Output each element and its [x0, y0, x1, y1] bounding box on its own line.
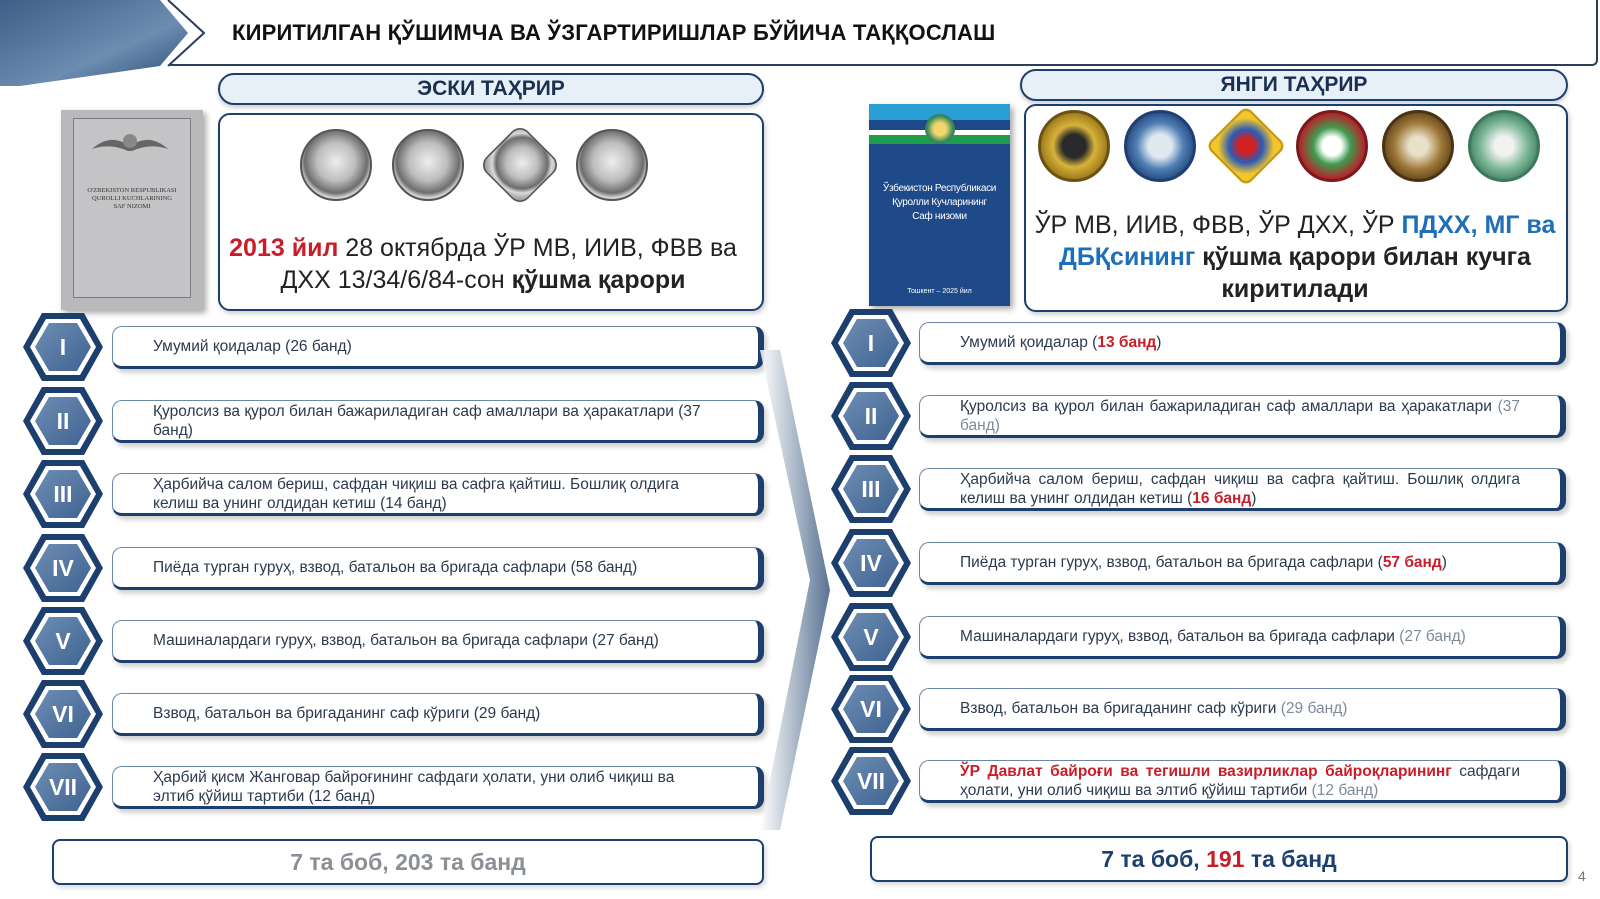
chapter-title-end: )	[1251, 489, 1257, 507]
seal-emblem-icon	[1038, 110, 1110, 182]
chapter-title-text	[960, 470, 1520, 508]
star-seal-emblem-icon	[1205, 105, 1286, 186]
chapter-hexagon-icon	[22, 605, 104, 677]
chapter-clause-count: 57 банд	[1382, 554, 1442, 571]
chapter-numeral: VI	[860, 696, 882, 722]
chapter-title: Ҳарбийча салом бериш, сафдан чиқиш ва сафга қайтиш. Бошлиқ олдига келиш ва унинг олдидан кетиш (14 банд)	[153, 475, 680, 512]
page-title: КИРИТИЛГАН ҚЎШИМЧА ВА ЎЗГАРТИРИШЛАР БЎЙИЧА ТАҚҚОСЛАШ	[232, 20, 996, 45]
chapter-title	[960, 689, 1520, 728]
state-emblem-icon	[90, 127, 170, 163]
chapter-title-text	[960, 627, 1466, 646]
chapter-numeral: VII	[856, 768, 886, 794]
chapter-numeral: V	[55, 628, 71, 654]
old-regulation-cover	[61, 110, 203, 310]
chapter-title-text	[960, 553, 1447, 572]
chapter-row	[112, 620, 764, 663]
chapter-row	[112, 400, 764, 443]
old-edition-label: ЭСКИ ТАҲРИР	[218, 73, 764, 105]
chapter-row	[919, 322, 1566, 365]
chapter-hexagon-icon	[22, 311, 104, 383]
old-cover-title: O'ZBEKISTON RESPUBLIKASI QUROLLI KUCHLARINING SAF NIZOMI	[87, 187, 177, 210]
chapter-title-main: Қуролсиз ва қурол билан бажариладиган саф амаллари ва ҳаракатлари	[960, 397, 1498, 415]
chapter-clause-count: (12 банд)	[1311, 781, 1379, 799]
chapter-hexagon-icon	[830, 380, 912, 452]
old-summary: 7 та боб, 203 та банд	[52, 839, 764, 885]
chapter-hexagon-icon	[830, 453, 912, 525]
chapter-title-highlight: ЎР Давлат байроғи ва тегишли вазирликлар байроқларининг	[960, 762, 1452, 780]
chapter-title-text	[960, 699, 1347, 718]
new-decision-type: қўшма қарори билан кучга киритилади	[1195, 243, 1531, 303]
chapter-hexagon-icon	[22, 678, 104, 750]
new-summary	[870, 836, 1568, 882]
new-cover-title: Ўзбекистон Республикаси Қуролли Кучларининг Саф низоми	[882, 183, 997, 222]
new-cover-year: Тошкент – 2025 йил	[907, 288, 972, 295]
new-summary-chapters: 7 та боб,	[1101, 846, 1207, 872]
chapter-clause-count: (27 банд)	[1399, 628, 1466, 645]
chapter-row	[919, 395, 1566, 438]
seal-emblem-icon	[300, 129, 372, 201]
chapter-row	[112, 326, 764, 369]
new-summary-count: 191	[1206, 846, 1245, 872]
chapter-title: Ҳарбий қисм Жанговар байроғининг сафдаги ҳолати, уни олиб чиқиш ва элтиб қўйиш тартиби (12 банд)	[153, 768, 675, 805]
chapter-numeral: IV	[52, 555, 74, 581]
chapter-title-main: Ҳарбийча салом бериш, сафдан чиқиш ва сафга қайтиш. Бошлиқ олдига келиш ва унинг олдидан кетиш (	[960, 470, 1520, 507]
chapter-clause-count: 13 банд	[1097, 334, 1157, 351]
new-decision-text	[1030, 209, 1560, 305]
star-seal-emblem-icon	[478, 123, 561, 206]
chapter-clause-count: (29 банд)	[1280, 700, 1348, 717]
chapter-title: Взвод, батальон ва бригаданинг саф кўриги (29 банд)	[153, 705, 541, 722]
chapter-numeral: II	[56, 408, 70, 434]
chapter-title: Машиналардаги гуруҳ, взвод, батальон ва бригада сафлари (27 банд)	[153, 632, 659, 649]
chapter-title: Пиёда турган гуруҳ, взвод, батальон ва бригада сафлари (58 банд)	[153, 559, 638, 576]
new-agency-seals	[1038, 110, 1554, 182]
chapter-hexagon-icon	[830, 527, 912, 599]
chapter-row	[919, 688, 1566, 731]
chapter-title: Қуролсиз ва қурол билан бажариладиган саф амаллари ва ҳаракатлари (37 банд)	[153, 402, 701, 439]
chapter-title	[960, 617, 1520, 656]
chapter-title-end: )	[1441, 554, 1447, 571]
seal-emblem-icon	[1382, 110, 1454, 182]
chapter-title: Умумий қоидалар (26 банд)	[153, 338, 352, 355]
chapter-hexagon-icon	[22, 751, 104, 823]
chapter-clause-count: (37 банд)	[960, 397, 1520, 434]
chapter-title	[960, 396, 1520, 435]
chapter-title	[960, 761, 1520, 800]
chapter-title-text	[960, 762, 1520, 800]
new-summary-unit: та банд	[1244, 846, 1337, 872]
old-agency-seals	[300, 129, 668, 201]
chapter-title-end: )	[1156, 334, 1162, 351]
new-regulation-cover	[869, 104, 1010, 306]
chapter-row	[919, 542, 1566, 585]
state-emblem-icon	[925, 114, 955, 144]
chapter-title-text	[960, 333, 1161, 352]
comparison-arrow-icon	[760, 350, 830, 830]
page-number: 4	[1578, 868, 1586, 884]
seal-emblem-icon	[1124, 110, 1196, 182]
chapter-numeral: VII	[48, 774, 78, 800]
chapter-title	[960, 469, 1520, 508]
chapter-hexagon-icon	[22, 385, 104, 457]
chapter-row	[112, 547, 764, 590]
old-decision-type: қўшма қарори	[511, 266, 686, 294]
chapter-row	[919, 616, 1566, 659]
chapter-title	[960, 543, 1520, 582]
chapter-row	[919, 468, 1566, 511]
chapter-hexagon-icon	[830, 673, 912, 745]
chapter-hexagon-icon	[22, 458, 104, 530]
chapter-numeral: V	[863, 624, 879, 650]
chapter-numeral: I	[867, 330, 875, 356]
old-decision-year: 2013 йил	[229, 234, 339, 262]
chapter-numeral: I	[59, 334, 67, 360]
chapter-row	[112, 766, 764, 809]
chapter-numeral: VI	[52, 701, 74, 727]
chapter-title-main: Машиналардаги гуруҳ, взвод, батальон ва бригада сафлари	[960, 628, 1400, 645]
old-decision-details: 28 октябрда ЎР МВ, ИИВ, ФВВ ва ДХХ 13/34/6/84-сон	[280, 234, 737, 294]
old-decision-text	[223, 232, 743, 296]
chapter-title-text	[960, 397, 1520, 435]
new-decision-highlight: ПДХХ, МГ ва ДБҚсининг	[1059, 211, 1556, 271]
chapter-title-main: Взвод, батальон ва бригаданинг саф кўриги	[960, 700, 1281, 717]
chapter-row	[919, 760, 1566, 803]
chapter-numeral: III	[861, 476, 881, 502]
chapter-hexagon-icon	[830, 601, 912, 673]
chapter-numeral: IV	[860, 550, 882, 576]
chapter-clause-count: 16 банд	[1192, 489, 1252, 507]
chapter-hexagon-icon	[22, 532, 104, 604]
chapter-row	[112, 693, 764, 736]
seal-emblem-icon	[1468, 110, 1540, 182]
seal-emblem-icon	[576, 129, 648, 201]
chapter-hexagon-icon	[830, 745, 912, 817]
chapter-hexagon-icon	[830, 307, 912, 379]
chapter-title-main: сафдаги ҳолати, уни олиб чиқиш ва элтиб қўйиш тартиби	[960, 762, 1520, 799]
chapter-title-main: Пиёда турган гуруҳ, взвод, батальон ва бригада сафлари (	[960, 554, 1383, 571]
new-edition-label: ЯНГИ ТАҲРИР	[1020, 69, 1568, 101]
chapter-numeral: II	[864, 403, 878, 429]
chapter-title	[960, 323, 1520, 362]
chapter-row	[112, 473, 764, 516]
chapter-numeral: III	[53, 481, 73, 507]
seal-emblem-icon	[392, 129, 464, 201]
seal-emblem-icon	[1296, 110, 1368, 182]
chapter-title-main: Умумий қоидалар (	[960, 334, 1098, 351]
new-decision-agencies: ЎР МВ, ИИВ, ФВВ, ЎР ДХХ, ЎР	[1034, 211, 1402, 239]
